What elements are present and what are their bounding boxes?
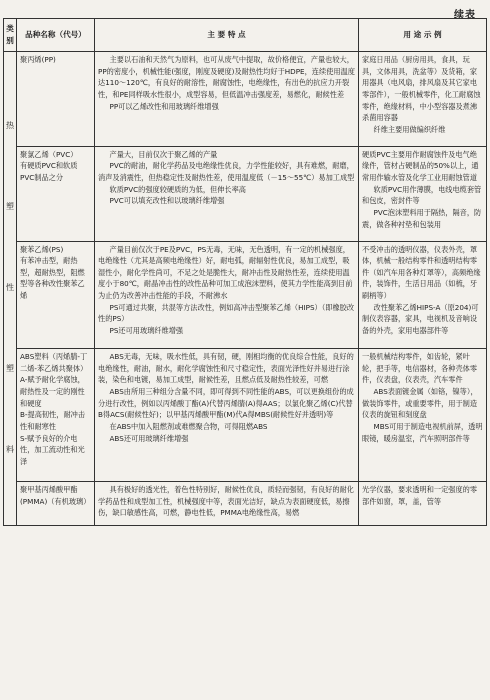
use-paragraph: MBS可用于制造电视机前屏，透明眼镜，暖房温室，汽车照明部件等	[362, 421, 483, 443]
uses-cell	[359, 52, 487, 147]
feature-paragraph: 具有极好的透光性，着色性特别好，耐候性优良，质轻而强韧，有良好的耐化学药品性和成型加工性，机械强度中等，表面光洁好，缺点为表面硬度低，易擦伤，缺口敏感性高，可燃，静电性低，PMMA电绝缘性高，易燃	[98, 485, 354, 518]
header-row	[4, 19, 487, 52]
name-text: 聚氯乙烯（PVC）	[20, 149, 78, 159]
category-char: 塑	[6, 201, 14, 211]
category-char: 性	[6, 282, 14, 292]
feature-paragraph: ABS由所用三种组分含量不同，即可得到不同性能的ABS，可以更换组份的成分进行改性，例如以丙烯酸丁酯(A)代替丙烯腈(A)得AAS；以氯化聚乙烯(C)代替B得ACS(耐候性好)；以甲基丙烯酸甲酯(M)代A得MBS(耐候性好并透明)等	[98, 386, 354, 420]
feature-paragraph: ABS还可用玻璃纤维增强	[109, 433, 189, 443]
feature-paragraph: 产量目前仅次于PE及PVC，PS无毒，无味，无色透明，有一定的机械强度，电绝缘性（尤其是高频电绝缘性）好，耐电弧，耐辐射性优良，易加工成型，吸湿性小，耐化学性尚可，不足之处是脆性大，耐冲击性及耐热性差，连续使用温度小于80℃，耐晶冲击性的改性品种可加工成泡沫塑料，使其力学性能高到目前为止仍为改善冲击性能的手段，不耐沸水	[98, 244, 353, 301]
table-row-pmma	[4, 482, 487, 526]
use-paragraph: 硬质PVC主要用作耐腐蚀件及电气绝缘件，管材占硬制品的50%以上，通常用作输水管及化学工业用耐蚀管道	[362, 149, 479, 183]
feature-paragraph: PVC的耐油，耐化学药品及电绝缘性优良，力学性能较好，具有难燃，耐磨，消声及消震性，但热稳定性及耐热性差，使用温度低（－15～55℃）易加工成型	[98, 161, 355, 183]
feature-paragraph: 产量大，目前仅次于聚乙烯的产量	[109, 149, 218, 159]
features-cell	[95, 349, 359, 482]
feature-paragraph: PVC可以填充改性和以玻璃纤维增强	[109, 196, 225, 206]
name-cell	[17, 52, 95, 147]
uses-cell	[359, 349, 487, 482]
name-cell	[17, 146, 95, 241]
header-category: 类别	[4, 19, 17, 52]
header-features: 主 要 特 点	[95, 19, 359, 52]
name-cell	[17, 241, 95, 349]
category-cell	[4, 52, 17, 526]
feature-paragraph: PS可通过共聚，共混等方法改性，例如高冲击型聚苯乙烯（HIPS）（即橡胶改性的PS）	[98, 302, 355, 324]
category-char: 料	[6, 444, 14, 454]
name-note: S-赋予良好的介电性，加工流动性和光泽	[20, 433, 85, 466]
plastics-table	[3, 18, 487, 526]
category-char: 塑	[6, 363, 14, 373]
header-name: 品种名称（代号）	[17, 19, 95, 52]
name-note: 有硬质PVC和软质PVC制品之分	[20, 161, 78, 183]
name-text: 聚苯乙烯(PS)	[20, 244, 64, 254]
name-text: 聚甲基丙烯酸甲酯(PMMA)（有机玻璃）	[20, 485, 91, 506]
name-note: A-赋予耐化学腐蚀，耐热性及一定的刚性和硬度	[20, 375, 85, 408]
features-cell	[95, 52, 359, 147]
feature-paragraph: ABS无毒，无味，吸水性低，具有韧，硬，刚相均衡的优良综合性能，良好的电绝缘性，耐油，耐水，耐化学腐蚀性和尺寸稳定性，表面光泽性好并易进行涂装，染色和电镀，易加工成型，耐候性差，且燃点低及耐热性较差，可燃	[98, 352, 354, 385]
feature-paragraph: 主要以石油和天然气为原料，也可从废气中提取，故价格便宜，产量也较大，PP的密度小，机械性能(强度，刚度及硬度)及耐热性均好于HDPE，连续使用温度达110～120℃，有良好的耐溶性，耐腐蚀性，电绝缘性，有出色的抗应力开裂性，和PE同样吸水性很小，成型容易，但低温冲击强度差，易燃化，耐候性差	[98, 55, 355, 99]
table-row-pp	[4, 52, 487, 147]
use-paragraph: 光学仪器，要求透明和一定强度的零部件如窗，罩，盖，管等	[362, 485, 478, 506]
name-note: B-提高韧性，耐冲击性和耐寒性	[20, 410, 86, 431]
features-cell	[95, 241, 359, 349]
feature-paragraph: 软质PVC的强度较硬质的为低，但伸长率高	[109, 184, 246, 194]
continued-label: 续表	[454, 10, 476, 21]
uses-cell	[359, 482, 487, 526]
feature-paragraph: PS还可用玻璃纤维增强	[109, 326, 184, 336]
table-row-pvc	[4, 146, 487, 241]
table-row-ps	[4, 241, 487, 349]
use-paragraph: 软质PVC用作薄膜，电线电缆套管和包皮，密封件等	[362, 184, 482, 206]
use-paragraph: ABS表面镀金属（如铬，镍等），做装饰零件，或重要零件，用于制造仪表的旋钮和刻度盘	[362, 386, 478, 420]
use-paragraph: 纤维主要用做编织纤维	[373, 124, 446, 134]
header-uses: 用 途 示 例	[359, 19, 487, 52]
category-char: 热	[6, 121, 14, 130]
feature-paragraph: 在ABS中加入阻燃剂或难燃聚合物，可得阻燃ABS	[109, 421, 268, 431]
use-paragraph: 不受冲击的透明仪器，仪表外壳，罩体，机械一般结构零件和透明结构零件（如汽车用各种灯罩等），高频绝缘件，装饰件，生活日用品（如梳，牙刷柄等）	[362, 244, 481, 301]
use-paragraph: PVC泡沫塑料用于隔热，隔音，防震，做各种衬垫和包装用	[362, 208, 482, 229]
use-paragraph: 一般机械结构零件，如齿轮，紧叶轮，把手等，电信器材，各种壳体零件，仪表盘，仪表壳，汽车零件	[362, 352, 478, 385]
use-paragraph: 改性聚苯乙烯HIPS-A（原204)可制仪表容器，家具，电视机及音响设备的外壳，家用电器部件等	[362, 302, 479, 336]
name-note: 有苯冲击型，耐热型，超耐热型，阻燃型等各种改性聚苯乙烯	[20, 256, 85, 301]
uses-cell	[359, 241, 487, 349]
uses-cell	[359, 146, 487, 241]
name-cell	[17, 349, 95, 482]
features-cell	[95, 146, 359, 241]
name-cell	[17, 482, 95, 526]
features-cell	[95, 482, 359, 526]
name-text: ABS塑料（丙烯腈-丁二烯-苯乙烯共聚体）	[20, 352, 88, 373]
feature-paragraph: PP可以乙烯改性和用玻璃纤维增强	[109, 101, 219, 111]
name-text: 聚丙烯(PP)	[20, 55, 56, 64]
table-row-abs	[4, 349, 487, 482]
use-paragraph: 家庭日用品（厨房用具，食具，玩具，文体用具，洗盆等）及货箱，家用器具（电风扇，排风扇及其它家电零部件），一般机械零件，化工耐腐蚀零件，绝缘材料，中小型容器及煮沸杀菌用容器	[362, 55, 481, 123]
